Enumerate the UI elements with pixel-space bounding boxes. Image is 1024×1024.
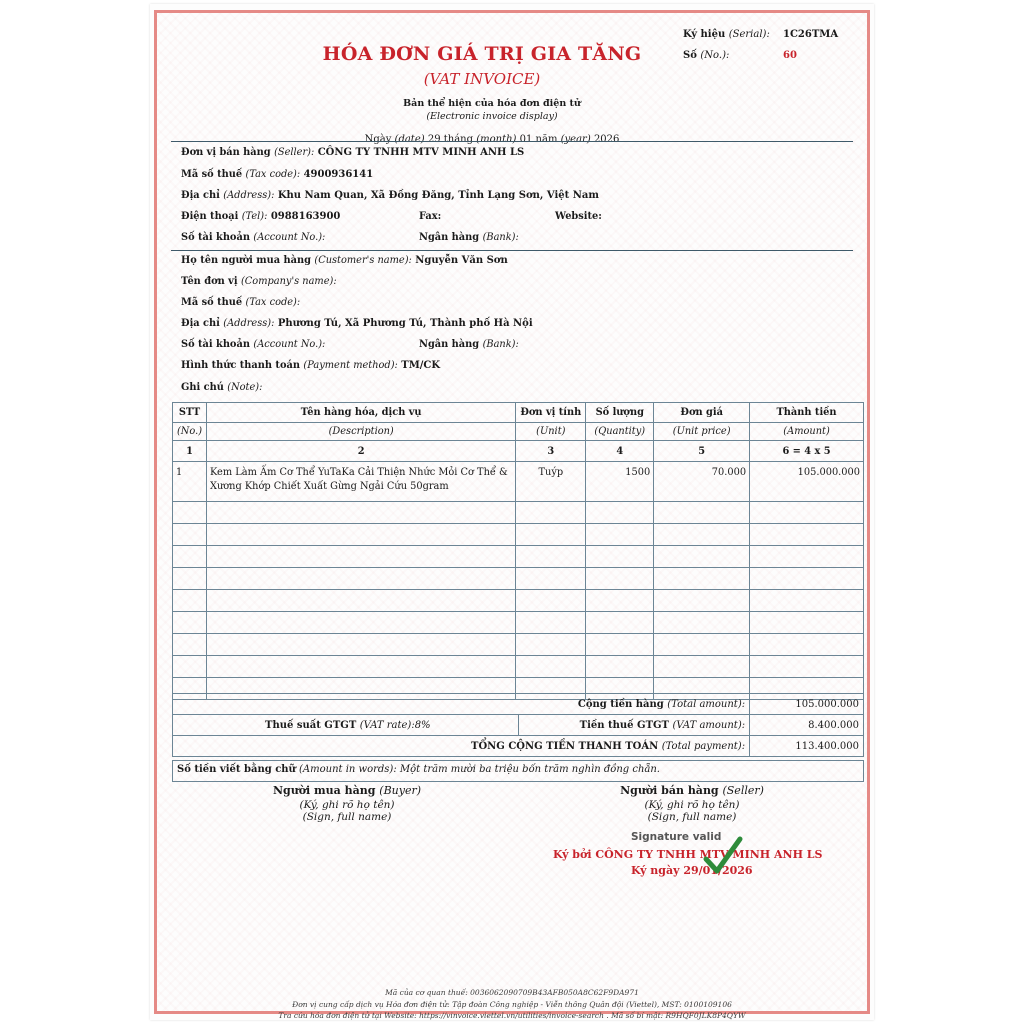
item-no: 1 <box>173 462 207 502</box>
item-description: Kem Làm Ấm Cơ Thể YuTaKa Cải Thiện Nhức Mỏi Cơ Thể & Xương Khớp Chiết Xuất Gừng Ngải Cứu 50gram <box>206 462 515 502</box>
buyer-tax-row <box>181 297 300 308</box>
amount-in-words-value: Một trăm mười ba triệu bốn trăm nghìn đồng chẵn. <box>399 764 660 775</box>
buyer-bank-row <box>419 339 519 350</box>
buyer-note-label: Ghi chú <box>181 382 224 393</box>
col-header: Tên hàng hóa, dịch vụ <box>206 403 515 423</box>
seller-signature-sub-vi: (Ký, ghi rõ họ tên) <box>644 799 740 811</box>
table-header-row <box>173 403 864 423</box>
total-payment: 113.400.000 <box>750 736 864 757</box>
seller-name: CÔNG TY TNHH MTV MINH ANH LS <box>317 147 525 158</box>
seller-phone-label: Điện thoại <box>181 211 239 222</box>
buyer-name-label: Họ tên người mua hàng <box>181 255 311 266</box>
seller-account-label-en: (Account No.): <box>253 232 326 243</box>
buyer-tax-label-en: (Tax code): <box>245 297 301 308</box>
total-amount-label <box>173 694 750 715</box>
signature-check-icon <box>703 835 743 877</box>
display-label-en: (Electronic invoice display) <box>426 111 558 122</box>
col-header: Đơn giá <box>654 403 750 423</box>
buyer-company-label-en: (Company's name): <box>240 276 337 287</box>
col-subheader: (Unit) <box>516 423 586 441</box>
table-row-empty <box>173 502 864 524</box>
buyer-signature-block <box>252 784 442 823</box>
seller-phone: 0988163900 <box>270 211 341 222</box>
date-year-label-en: (year) <box>560 134 591 145</box>
signed-by-text: Ký bởi CÔNG TY TNHH MTV MINH ANH LS <box>553 848 823 861</box>
seller-signature-title-vi: Người bán hàng <box>620 784 719 797</box>
seller-signature-sub-en: (Sign, full name) <box>647 811 737 823</box>
invoice-date <box>157 134 867 145</box>
invoice-page <box>150 4 874 1020</box>
seller-tax-row <box>181 169 373 180</box>
buyer-bank-label-en: (Bank): <box>482 339 519 350</box>
table-row-empty <box>173 612 864 634</box>
col-index: 1 <box>173 441 207 462</box>
buyer-address-row <box>181 318 533 329</box>
total-payment-label-vi: TỔNG CỘNG TIỀN THANH TOÁN <box>471 740 659 752</box>
seller-address-label-en: (Address): <box>223 190 275 201</box>
buyer-account-label: Số tài khoản <box>181 339 250 350</box>
items-table <box>172 402 864 700</box>
date-month: 01 <box>519 134 533 145</box>
buyer-account-row <box>181 339 325 350</box>
seller-address-label: Địa chỉ <box>181 190 220 201</box>
buyer-signature-title-en: (Buyer) <box>379 784 422 797</box>
date-day: 29 <box>427 134 441 145</box>
table-subheader-row <box>173 423 864 441</box>
item-unit: Tuýp <box>516 462 586 502</box>
table-row-empty <box>173 656 864 678</box>
buyer-name-label-en: (Customer's name): <box>314 255 412 266</box>
vat-amount-label-vi: Tiền thuế GTGT <box>579 719 669 731</box>
col-subheader: (Amount) <box>750 423 864 441</box>
seller-name-label-en: (Seller): <box>274 147 315 158</box>
table-row-empty <box>173 524 864 546</box>
buyer-name: Nguyễn Văn Sơn <box>415 255 508 266</box>
col-subheader: (Description) <box>206 423 515 441</box>
vat-rate: 8% <box>414 719 431 731</box>
number-value: 60 <box>783 50 797 61</box>
buyer-payment-label: Hình thức thanh toán <box>181 360 300 371</box>
vat-rate-label: Thuế suất GTGT <box>265 719 357 731</box>
col-header: Số lượng <box>586 403 654 423</box>
buyer-name-row <box>181 255 508 266</box>
buyer-bank-label: Ngân hàng <box>419 339 480 350</box>
display-label-vi: Bản thể hiện của hóa đơn điện tử <box>403 98 581 109</box>
seller-signature-title <box>597 784 787 797</box>
total-amount-label-en: (Total amount): <box>667 698 746 710</box>
vat-amount-label-en: (VAT amount): <box>672 719 746 731</box>
table-row-empty <box>173 546 864 568</box>
seller-website-label: Website: <box>555 211 602 222</box>
invoice-frame <box>154 10 870 1020</box>
buyer-signature-title-vi: Người mua hàng <box>272 784 376 797</box>
col-index: 4 <box>586 441 654 462</box>
total-payment-label-en: (Total payment): <box>661 740 746 752</box>
item-amount: 105.000.000 <box>750 462 864 502</box>
seller-bank-label: Ngân hàng <box>419 232 480 243</box>
buyer-address: Phương Tú, Xã Phương Tú, Thành phố Hà Nội <box>277 318 533 329</box>
invoice-title: HÓA ĐƠN GIÁ TRỊ GIA TĂNG <box>322 43 642 65</box>
buyer-company-label: Tên đơn vị <box>181 276 238 287</box>
serial-value: 1C26TMA <box>783 29 839 40</box>
amount-in-words-label: Số tiền viết bằng chữ <box>177 764 296 775</box>
vat-rate-cell <box>173 715 519 736</box>
date-year-label: năm <box>535 134 558 145</box>
buyer-signature-sub-en: (Sign, full name) <box>302 811 392 823</box>
buyer-payment-label-en: (Payment method): <box>303 360 398 371</box>
col-subheader: (No.) <box>173 423 207 441</box>
table-row <box>173 462 864 502</box>
date-day-label: Ngày <box>364 134 392 145</box>
col-subheader: (Quantity) <box>586 423 654 441</box>
date-month-label: tháng <box>443 134 474 145</box>
buyer-address-label: Địa chỉ <box>181 318 220 329</box>
col-index: 3 <box>516 441 586 462</box>
buyer-account-label-en: (Account No.): <box>253 339 326 350</box>
seller-tax-label: Mã số thuế <box>181 169 243 180</box>
col-index: 6 = 4 x 5 <box>750 441 864 462</box>
seller-tax: 4900936141 <box>303 169 374 180</box>
total-payment-row <box>173 736 864 757</box>
vat-rate-label-en: (VAT rate): <box>359 719 415 731</box>
col-header: Đơn vị tính <box>516 403 586 423</box>
item-unit-price: 70.000 <box>654 462 750 502</box>
vat-row <box>173 715 864 736</box>
date-year: 2026 <box>593 134 620 145</box>
seller-phone-row <box>181 211 340 222</box>
vat-amount-label <box>518 715 750 736</box>
buyer-signature-sub-vi: (Ký, ghi rõ họ tên) <box>299 799 395 811</box>
col-header: STT <box>173 403 207 423</box>
invoice-subtitle: (VAT INVOICE) <box>423 70 541 88</box>
signed-date-text: Ký ngày 29/01/2026 <box>631 864 753 877</box>
col-index: 2 <box>206 441 515 462</box>
serial-label-en: (Serial): <box>728 29 770 40</box>
buyer-payment-row <box>181 360 440 371</box>
seller-signature-title-en: (Seller) <box>722 784 764 797</box>
divider-middle <box>171 250 853 251</box>
col-index: 5 <box>654 441 750 462</box>
seller-name-row <box>181 147 524 158</box>
seller-address-row <box>181 190 599 201</box>
col-subheader: (Unit price) <box>654 423 750 441</box>
number-label-en: (No.): <box>700 50 730 61</box>
amount-in-words-label-en: (Amount in words): <box>299 764 397 775</box>
footer-provider: Đơn vị cung cấp dịch vụ Hóa đơn điện tử: Tập đoàn Công nghiệp - Viễn thông Quân đội (Viettel), MST: 0100109106 <box>292 1000 732 1009</box>
seller-phone-label-en: (Tel): <box>241 211 268 222</box>
buyer-address-label-en: (Address): <box>223 318 275 329</box>
buyer-tax-label: Mã số thuế <box>181 297 243 308</box>
col-header: Thành tiền <box>750 403 864 423</box>
table-index-row <box>173 441 864 462</box>
vat-amount: 8.400.000 <box>750 715 864 736</box>
total-payment-label <box>173 736 750 757</box>
buyer-note-label-en: (Note): <box>227 382 263 393</box>
table-row-empty <box>173 568 864 590</box>
amount-in-words <box>172 760 864 782</box>
seller-account-label: Số tài khoản <box>181 232 250 243</box>
table-row-empty <box>173 590 864 612</box>
serial-label-vi: Ký hiệu <box>683 29 726 40</box>
total-amount: 105.000.000 <box>750 694 864 715</box>
seller-fax-label: Fax: <box>419 211 442 222</box>
item-quantity: 1500 <box>586 462 654 502</box>
date-month-label-en: (month) <box>476 134 517 145</box>
divider-top <box>171 141 853 142</box>
buyer-note-row <box>181 382 262 393</box>
seller-account-row <box>181 232 325 243</box>
total-amount-label-vi: Cộng tiền hàng <box>577 698 664 710</box>
seller-name-label: Đơn vị bán hàng <box>181 147 271 158</box>
buyer-company-row <box>181 276 337 287</box>
table-row-empty <box>173 634 864 656</box>
date-day-label-en: (date) <box>394 134 425 145</box>
serial-label <box>683 29 770 40</box>
seller-bank-label-en: (Bank): <box>482 232 519 243</box>
totals-table <box>172 693 864 757</box>
seller-tax-label-en: (Tax code): <box>245 169 301 180</box>
buyer-payment: TM/CK <box>401 360 441 371</box>
seller-signature-block <box>597 784 787 823</box>
total-amount-row <box>173 694 864 715</box>
signature-valid-text: Signature valid <box>631 831 722 843</box>
buyer-signature-title <box>252 784 442 797</box>
footer-lookup: Tra cứu hóa đơn điện tử tại Website: https://vinvoice.viettel.vn/utilities/invoice-search . Mã số bí mật: R9HQF0JLK8P4QYW <box>278 1011 746 1020</box>
seller-bank-row <box>419 232 519 243</box>
seller-address: Khu Nam Quan, Xã Đồng Đăng, Tỉnh Lạng Sơn, Việt Nam <box>277 190 599 201</box>
footer-tax-code: Mã của cơ quan thuế: 0036062090709B43AFB050A8C62F9DA971 <box>385 988 639 997</box>
number-label <box>683 50 729 61</box>
number-label-vi: Số <box>683 50 697 61</box>
